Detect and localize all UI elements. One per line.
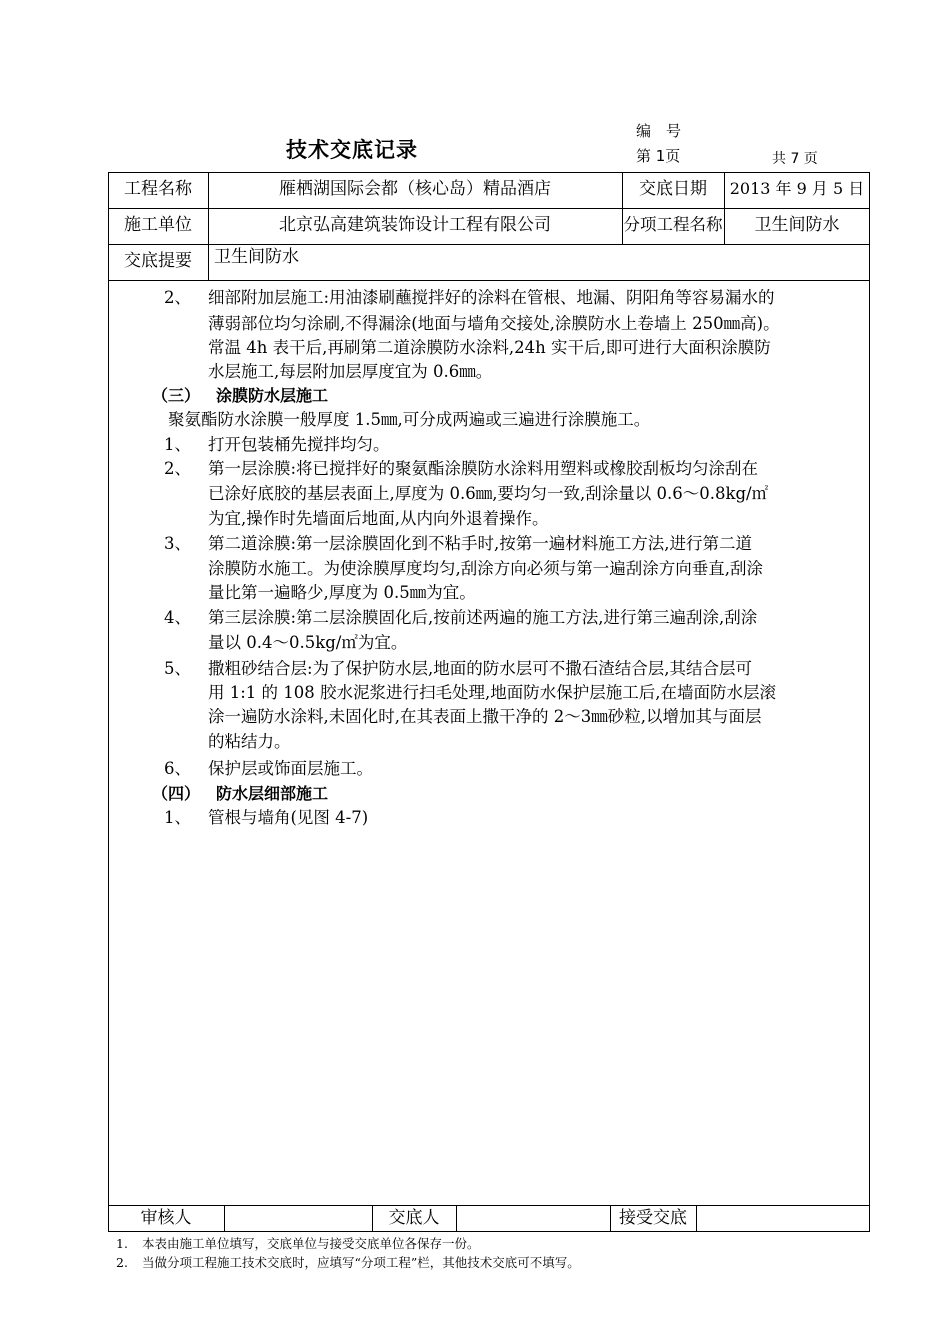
disclosure-date-value: 2013 年 9 月 5 日 xyxy=(729,179,865,198)
paragraph-line: 撒粗砂结合层:为了保护防水层,地面的防水层可不撒石渣结合层,其结合层可 xyxy=(208,659,753,678)
total-pages: 共 7 页 xyxy=(772,151,818,167)
item-number: 6、 xyxy=(164,759,191,778)
paragraph-line: 第二道涂膜:第一层涂膜固化到不粘手时,按第一遍材料施工方法,进行第二道 xyxy=(208,534,753,553)
summary-label: 交底提要 xyxy=(124,251,192,271)
project-name-label: 工程名称 xyxy=(124,179,192,199)
paragraph-line: 已涂好底胶的基层表面上,厚度为 0.6㎜,要均匀一致,刮涂量以 0.6～0.8kg/㎡ xyxy=(208,484,769,503)
summary-value: 卫生间防水 xyxy=(214,247,299,267)
section-title: 防水层细部施工 xyxy=(216,784,329,803)
paragraph-line: 管根与墙角(见图 4-7) xyxy=(208,808,369,827)
serial-number-label: 编 号 xyxy=(636,122,682,140)
item-number: 4、 xyxy=(164,608,191,627)
contractor-value: 北京弘高建筑装饰设计工程有限公司 xyxy=(279,215,551,235)
paragraph-line: 涂膜防水施工。为使涂膜厚度均匀,刮涂方向必须与第一遍刮涂方向垂直,刮涂 xyxy=(208,559,763,578)
subproject-value: 卫生间防水 xyxy=(754,215,840,235)
subproject-label: 分项工程名称 xyxy=(623,215,723,234)
section-intro: 聚氨酯防水涂膜一般厚度 1.5㎜,可分成两遍或三遍进行涂膜施工。 xyxy=(168,410,651,429)
paragraph-line: 保护层或饰面层施工。 xyxy=(208,759,373,778)
paragraph-line: 用 1:1 的 108 胶水泥浆进行扫毛处理,地面防水保护层施工后,在墙面防水层滚 xyxy=(208,683,777,702)
paragraph-line: 常温 4h 表干后,再刷第二道涂膜防水涂料,24h 实干后,即可进行大面积涂膜防 xyxy=(208,338,771,357)
section-number: （四） xyxy=(152,784,201,803)
section-number: （三） xyxy=(152,386,201,405)
document-title: 技术交底记录 xyxy=(286,138,418,162)
footnote-text: 本表由施工单位填写，交底单位与接受交底单位各保存一份。 xyxy=(142,1236,480,1251)
paragraph-line: 量比第一遍略少,厚度为 0.5㎜为宜。 xyxy=(208,583,476,602)
contractor-label: 施工单位 xyxy=(124,215,192,235)
footnote xyxy=(116,1235,480,1253)
item-number: 1、 xyxy=(164,435,191,454)
footnote xyxy=(116,1254,580,1272)
paragraph-line: 薄弱部位均匀涂刷,不得漏涂(地面与墙角交接处,涂膜防水上卷墙上 250㎜高)。 xyxy=(208,314,780,333)
paragraph-line: 涂一遍防水涂料,未固化时,在其表面上撒干净的 2～3㎜砂粒,以增加其与面层 xyxy=(208,707,762,726)
item-number: 2、 xyxy=(164,288,191,307)
paragraph-line: 第一层涂膜:将已搅拌好的聚氨酯涂膜防水涂料用塑料或橡胶刮板均匀涂刮在 xyxy=(208,459,759,478)
section-heading xyxy=(152,384,328,408)
paragraph-line: 的粘结力。 xyxy=(208,732,291,751)
footnote-number: 1. xyxy=(116,1236,128,1251)
discloser-label: 交底人 xyxy=(388,1208,440,1228)
disclosure-date-label: 交底日期 xyxy=(639,179,707,199)
footnote-number: 2. xyxy=(116,1255,128,1270)
project-name-value: 雁栖湖国际会都（核心岛）精品酒店 xyxy=(279,179,551,199)
paragraph-line: 水层施工,每层附加层厚度宜为 0.6㎜。 xyxy=(208,362,493,381)
section-heading xyxy=(152,782,328,806)
paragraph-line: 为宜,操作时先墙面后地面,从内向外退着操作。 xyxy=(208,509,549,528)
footnote-text: 当做分项工程施工技术交底时，应填写“分项工程”栏，其他技术交底可不填写。 xyxy=(142,1255,580,1270)
paragraph-line: 量以 0.4～0.5kg/㎡为宜。 xyxy=(208,633,408,652)
receiver-label: 接受交底 xyxy=(619,1208,687,1228)
item-number: 5、 xyxy=(164,659,191,678)
section-title: 涂膜防水层施工 xyxy=(216,386,329,405)
reviewer-label: 审核人 xyxy=(140,1208,192,1228)
paragraph-line: 打开包装桶先搅拌均匀。 xyxy=(208,435,390,454)
paragraph-line: 第三层涂膜:第二层涂膜固化后,按前述两遍的施工方法,进行第三遍刮涂,刮涂 xyxy=(208,608,758,627)
item-number: 3、 xyxy=(164,534,191,553)
item-number: 2、 xyxy=(164,459,191,478)
paragraph-line: 细部附加层施工:用油漆刷蘸搅拌好的涂料在管根、地漏、阴阳角等容易漏水的 xyxy=(208,288,775,307)
item-number: 1、 xyxy=(164,808,191,827)
page-number: 第 1页 xyxy=(636,147,681,165)
